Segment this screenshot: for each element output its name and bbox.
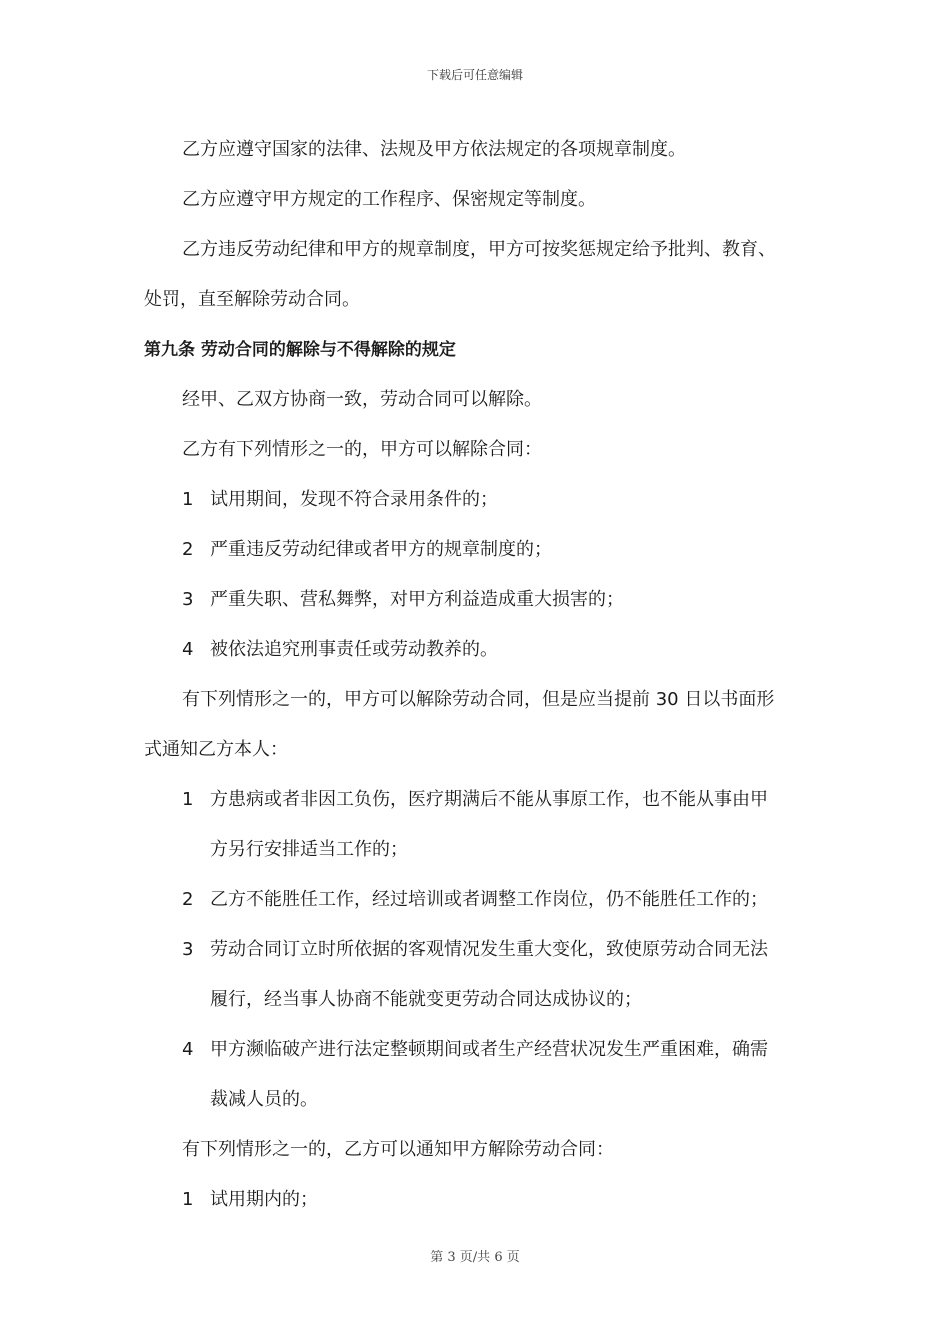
list-text: 劳动合同订立时所依据的客观情况发生重大变化，致使原劳动合同无法	[210, 939, 768, 960]
list-item	[182, 1188, 318, 1212]
list-item	[182, 1038, 768, 1062]
list-number: 1	[182, 489, 194, 510]
paragraph-line: 有下列情形之一的，甲方可以解除劳动合同，但是应当提前 30 日以书面形	[182, 689, 775, 710]
article-heading: 第九条 劳动合同的解除与不得解除的规定	[144, 340, 456, 360]
list-text: 严重违反劳动纪律或者甲方的规章制度的；	[210, 539, 552, 560]
paragraph-line: 经甲、乙双方协商一致，劳动合同可以解除。	[182, 389, 542, 410]
list-text: 严重失职、营私舞弊，对甲方利益造成重大损害的；	[210, 589, 624, 610]
list-number: 4	[182, 639, 194, 660]
list-item	[182, 638, 498, 662]
list-text: 被依法追究刑事责任或劳动教养的。	[210, 639, 498, 660]
list-text: 试用期内的；	[210, 1189, 318, 1210]
list-number: 1	[182, 1189, 194, 1210]
list-item	[182, 938, 768, 962]
list-text: 甲方濒临破产进行法定整顿期间或者生产经营状况发生严重困难，确需	[210, 1039, 768, 1060]
paragraph-line: 有下列情形之一的，乙方可以通知甲方解除劳动合同：	[182, 1139, 614, 1160]
list-item	[182, 888, 768, 912]
list-item	[182, 538, 552, 562]
paragraph-line: 乙方应遵守国家的法律、法规及甲方依法规定的各项规章制度。	[182, 139, 686, 160]
list-item	[182, 488, 498, 512]
list-item-continuation: 方另行安排适当工作的；	[210, 839, 408, 860]
list-text: 方患病或者非因工负伤，医疗期满后不能从事原工作，也不能从事由甲	[210, 789, 768, 810]
paragraph-line: 处罚，直至解除劳动合同。	[144, 289, 360, 310]
list-number: 1	[182, 789, 194, 810]
list-number: 3	[182, 589, 194, 610]
paragraph-line: 式通知乙方本人：	[144, 739, 288, 760]
paragraph-line: 乙方有下列情形之一的，甲方可以解除合同：	[182, 439, 542, 460]
paragraph-line: 乙方应遵守甲方规定的工作程序、保密规定等制度。	[182, 189, 596, 210]
list-text: 试用期间，发现不符合录用条件的；	[210, 489, 498, 510]
paragraph-line: 乙方违反劳动纪律和甲方的规章制度，甲方可按奖惩规定给予批判、教育、	[182, 239, 776, 260]
list-text: 乙方不能胜任工作，经过培训或者调整工作岗位，仍不能胜任工作的；	[210, 889, 768, 910]
page-header-note: 下载后可任意编辑	[426, 68, 523, 82]
list-item	[182, 788, 768, 812]
list-number: 3	[182, 939, 194, 960]
list-item-continuation: 履行，经当事人协商不能就变更劳动合同达成协议的；	[210, 989, 642, 1010]
list-number: 2	[182, 889, 194, 910]
list-number: 2	[182, 539, 194, 560]
page-footer-pagination: 第 3 页/共 6 页	[430, 1250, 520, 1265]
list-item-continuation: 裁减人员的。	[210, 1089, 318, 1110]
list-number: 4	[182, 1039, 194, 1060]
list-item	[182, 588, 624, 612]
